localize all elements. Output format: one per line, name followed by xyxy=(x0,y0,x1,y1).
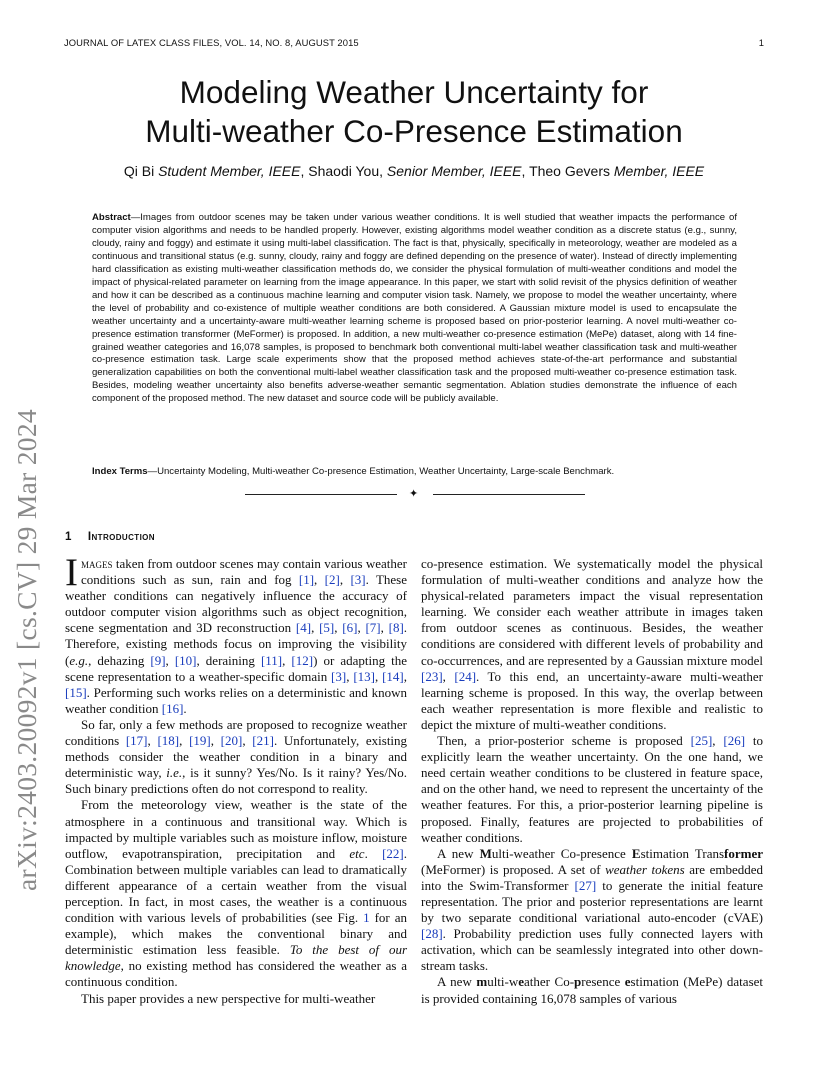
text-run: ) or adapting the scene representation to a weather-specific domain xyxy=(65,652,408,684)
section-divider xyxy=(245,487,585,501)
smallcaps-word: mages xyxy=(81,556,113,571)
citation-link[interactable]: [13] xyxy=(353,668,375,684)
bold-text: former xyxy=(724,845,763,861)
text-run: , xyxy=(147,733,158,749)
paragraph xyxy=(421,974,763,1006)
text-run: , xyxy=(357,620,366,636)
citation-link[interactable]: [15] xyxy=(65,684,87,700)
text-run: This paper provides a new perspective for multi-weather xyxy=(81,990,376,1006)
text-run: , xyxy=(339,572,351,588)
author-1-role: Student Member, IEEE xyxy=(158,163,301,179)
text-run: co-presence estimation. We systematically model the physical formulation of multi-weather conditions and analyze how the physical-related parameters impact the visual representation learning. We consider each weather attribute in images taken from outdoor scenes as continuous. Besides, the weather conditions are considered with different levels of probability and co-occurrences, and are represented by a Gaussian mixture model xyxy=(421,556,763,668)
citation-link[interactable]: [23] xyxy=(421,668,443,684)
citation-link[interactable]: [5] xyxy=(319,620,335,636)
author-1-name: Qi Bi xyxy=(123,163,155,179)
citation-link[interactable]: [25] xyxy=(690,733,713,749)
citation-link[interactable]: [10] xyxy=(174,652,197,668)
abstract-label: Abstract xyxy=(92,212,131,223)
author-list: Qi Bi Student Member, IEEE, Shaodi You, Senior Member, IEEE, Theo Gevers Member, IEEE xyxy=(123,163,705,179)
text-run: . xyxy=(183,700,187,716)
index-terms-text: —Uncertainty Modeling, Multi-weather Co-presence Estimation, Weather Uncertainty, Large-scale Benchmark. xyxy=(147,466,615,477)
text-run: to explicitly learn the weather uncertainty. On the one hand, we need certain weather conditions to be clustered in feature space, and on the other hand, we need to represent the uncertainty of the weather features. For this, a prior-posterior learning pipeline is proposed. Finally, features are projected to probabilities of weather conditions. xyxy=(421,733,763,845)
section-heading xyxy=(65,530,155,543)
author-3-role: Member, IEEE xyxy=(613,163,705,179)
text-run: , xyxy=(334,620,343,636)
bold-text: M xyxy=(479,845,492,861)
text-run: , xyxy=(311,620,320,636)
paper-title-line-2: Multi-weather Co-Presence Estimation xyxy=(145,113,683,149)
text-run: , is it sunny? Yes/No. Is it rainy? Yes/No. Such binary predictions often do not correspond to reality. xyxy=(65,765,407,797)
citation-link[interactable]: [9] xyxy=(150,652,166,668)
citation-link[interactable]: [3] xyxy=(331,668,347,684)
citation-link[interactable]: [22] xyxy=(382,845,404,861)
paragraph xyxy=(421,846,763,975)
text-run: resence xyxy=(581,974,625,990)
text-run: , xyxy=(179,733,190,749)
text-run: to generate the initial feature representation. The prior and posterior representations are learnt by two separate conditional variational auto-encoder (cVAE) xyxy=(421,877,763,926)
citation-link[interactable]: [4] xyxy=(295,620,312,636)
author-2-name: Shaodi You, xyxy=(308,163,384,179)
text-run: , deraining xyxy=(196,652,261,668)
section-title: Introduction xyxy=(87,530,155,543)
text-run: , xyxy=(210,733,221,749)
author-3-name: Theo Gevers xyxy=(529,163,610,179)
citation-link[interactable]: [28] xyxy=(421,926,443,942)
abstract-text: —Images from outdoor scenes may be taken under various weather conditions. It is well studied that weather impacts the performance of computer vision algorithms and needs to be handled properly. However, existing algorithms model weather condition as a discrete status (e.g., sunny, cloudy, rainy and foggy) and estimate it using multi-label classification. The fact is that, physically, specifically in meteorology, weather are modeled as a continuous and transitional status (e.g. sunny, cloudy, rainy and foggy are defined depending on the presence of water). Instead of directly implementing hard classification as existing multi-weather classification methods do, we consider the physical formulation of multi-weather conditions and model the impact of physical-related parameter on learning from the image appearance. In this paper, we start with solid revisit of the physics definition of weather and how it can be described as a continuous machine learning and computer vision task. Namely, we propose to model the weather uncertainty, where the level of probability and co-existence of multiple weather conditions are both considered. A Gaussian mixture model is used to encapsulate the weather uncertainty and a uncertainty-aware multi-weather learning scheme is proposed based on prior-posterior learning. A novel multi-weather co-presence estimation transformer (MeFormer) is proposed. In addition, a new multi-weather co-presence estimation (MePe) dataset, along with 14 fine-grained weather categories and 16,078 samples, is proposed to benchmark both conventional multi-label weather classification task and multi-weather co-presence estimation task. Large scale experiments show that the proposed method achieves state-of-the-art performance and substantial generalization capabilities on both the conventional multi-label weather classification task and the proposed multi-weather co-presence estimation task. Besides, modeling weather uncertainty also benefits adverse-weather semantic segmentation. Ablation studies demonstrate the influence of each component of the proposed method. The new dataset and source code will be publicly available. xyxy=(92,212,737,405)
text-run: taken from outdoor scenes may contain various weather conditions such as sun, rain and fog xyxy=(81,556,407,588)
text-run: (MeFormer) is proposed. A set of xyxy=(421,861,606,877)
bold-text: E xyxy=(631,845,641,861)
text-run: are embedded into the Swim-Transformer xyxy=(421,861,764,893)
citation-link[interactable]: [18] xyxy=(157,733,180,749)
bold-text: p xyxy=(574,974,582,990)
divider-line-right xyxy=(433,494,585,495)
text-run: A new xyxy=(437,845,480,861)
divider-line-left xyxy=(245,494,397,495)
citation-link[interactable]: [14] xyxy=(382,668,404,684)
text-run: , no existing method has considered the weather as a continuous condition. xyxy=(65,958,407,990)
body-column-right xyxy=(421,556,763,1007)
italic-text: e.g. xyxy=(69,652,89,668)
citation-link[interactable]: [2] xyxy=(324,572,340,588)
paper-title xyxy=(0,73,828,151)
text-run: . Therefore, existing methods focus on improving the visibility ( xyxy=(65,620,408,668)
index-terms-label: Index Terms xyxy=(92,466,148,477)
citation-link[interactable]: [7] xyxy=(365,620,381,636)
index-terms xyxy=(92,466,737,479)
citation-link[interactable]: [19] xyxy=(189,733,211,749)
arxiv-identifier-text: arXiv:2403.20092v1 [cs.CV] 29 Mar 2024 xyxy=(11,409,42,891)
citation-link[interactable]: [16] xyxy=(161,700,184,716)
paragraph xyxy=(65,551,408,717)
text-run: ulti-w xyxy=(487,974,519,990)
bold-text: e xyxy=(624,974,631,990)
italic-text: weather tokens xyxy=(605,861,685,877)
paragraph xyxy=(421,556,763,733)
text-run: , xyxy=(380,620,389,636)
text-run: ather Co- xyxy=(524,974,575,990)
citation-link[interactable]: [26] xyxy=(723,733,746,749)
text-run: , xyxy=(346,668,354,684)
citation-link[interactable]: [3] xyxy=(350,572,366,588)
text-run: ulti-weather Co-presence xyxy=(491,845,632,861)
citation-link[interactable]: [1] xyxy=(298,572,315,588)
text-run: . xyxy=(364,845,383,861)
text-run: . To this end, an uncertainty-aware multi-weather learning scheme is proposed. In this way, the overlap between each weather representation is more flexible and realistic to depict the mixture of multi-weather conditions. xyxy=(421,668,763,732)
divider-diamond-icon: ✦ xyxy=(409,488,419,500)
citation-link[interactable]: [24] xyxy=(454,668,477,684)
paragraph xyxy=(421,733,763,846)
arxiv-identifier-stamp xyxy=(11,409,51,891)
paper-title-line-1: Modeling Weather Uncertainty for xyxy=(179,74,649,110)
text-run: , xyxy=(314,572,325,588)
text-run: , dehazing xyxy=(88,652,151,668)
citation-link[interactable]: [20] xyxy=(220,733,243,749)
text-run: A new xyxy=(437,974,477,990)
bold-text: e xyxy=(518,974,525,990)
text-run: Then, a prior-posterior scheme is proposed xyxy=(437,733,691,749)
section-number: 1 xyxy=(65,530,72,543)
paragraph xyxy=(65,797,407,990)
text-run: , xyxy=(242,733,253,749)
abstract xyxy=(92,212,737,406)
author-2-role: Senior Member, IEEE xyxy=(386,163,522,179)
journal-header: JOURNAL OF LATEX CLASS FILES, VOL. 14, NO. 8, AUGUST 2015 xyxy=(64,37,359,48)
page-number: 1 xyxy=(758,37,764,48)
bold-text: m xyxy=(476,974,488,990)
citation-link[interactable]: [11] xyxy=(260,652,283,668)
text-run: , xyxy=(442,668,455,684)
text-run: , xyxy=(374,668,383,684)
text-run: , xyxy=(165,652,175,668)
text-run: So far, only a few methods are proposed to recognize weather conditions xyxy=(65,716,407,749)
text-run: . These weather conditions can negatively influence the accuracy of outdoor computer vision algorithms such as object recognition, scene segmentation and 3D reconstruction xyxy=(65,572,408,636)
body-column-left xyxy=(65,551,408,1007)
figure-link[interactable]: 1 xyxy=(363,910,370,926)
text-run: . Combination between multiple variables can lead to dramatically different appearance of a certain weather from the visual perception. In fact, in most cases, the weather is a continuous condition with various levels of probabilities (see Fig. xyxy=(65,845,408,926)
citation-link[interactable]: [8] xyxy=(388,620,404,636)
paragraph xyxy=(65,717,407,797)
italic-text: To the best of our knowledge xyxy=(65,942,408,974)
citation-link[interactable]: [17] xyxy=(125,733,148,749)
citation-link[interactable]: [27] xyxy=(574,877,597,893)
text-run: . Unfortunately, existing methods consider the weather condition in a binary and deterministic way, xyxy=(65,733,408,781)
text-run: From the meteorology view, weather is the state of the atmosphere in a continuous and transitional way. Which is impacted by multiple variables such as moisture inflow, moisture outflow, evapotranspiration, precipitation and xyxy=(65,797,407,861)
text-run: , xyxy=(403,668,407,684)
citation-link[interactable]: [12] xyxy=(291,652,314,668)
citation-link[interactable]: [21] xyxy=(252,733,274,749)
text-run: stimation Trans xyxy=(640,845,725,861)
text-run: stimation (MePe) dataset is provided containing 16,078 samples of various xyxy=(421,974,764,1006)
italic-text: i.e. xyxy=(166,765,183,781)
text-run: for an example), which makes the conventional binary and deterministic estimation less feasible. xyxy=(65,910,407,958)
text-run: , xyxy=(282,652,292,668)
citation-link[interactable]: [6] xyxy=(342,620,358,636)
paragraph xyxy=(65,991,407,1007)
italic-text: etc xyxy=(349,845,365,861)
text-run: . Probability prediction uses fully connected layers with activation, which can be seamlessly integrated into other down-stream tasks. xyxy=(421,926,763,974)
text-run: , xyxy=(712,733,724,749)
drop-cap: I xyxy=(65,551,78,594)
text-run: . Performing such works relies on a deterministic and known weather condition xyxy=(65,684,407,716)
